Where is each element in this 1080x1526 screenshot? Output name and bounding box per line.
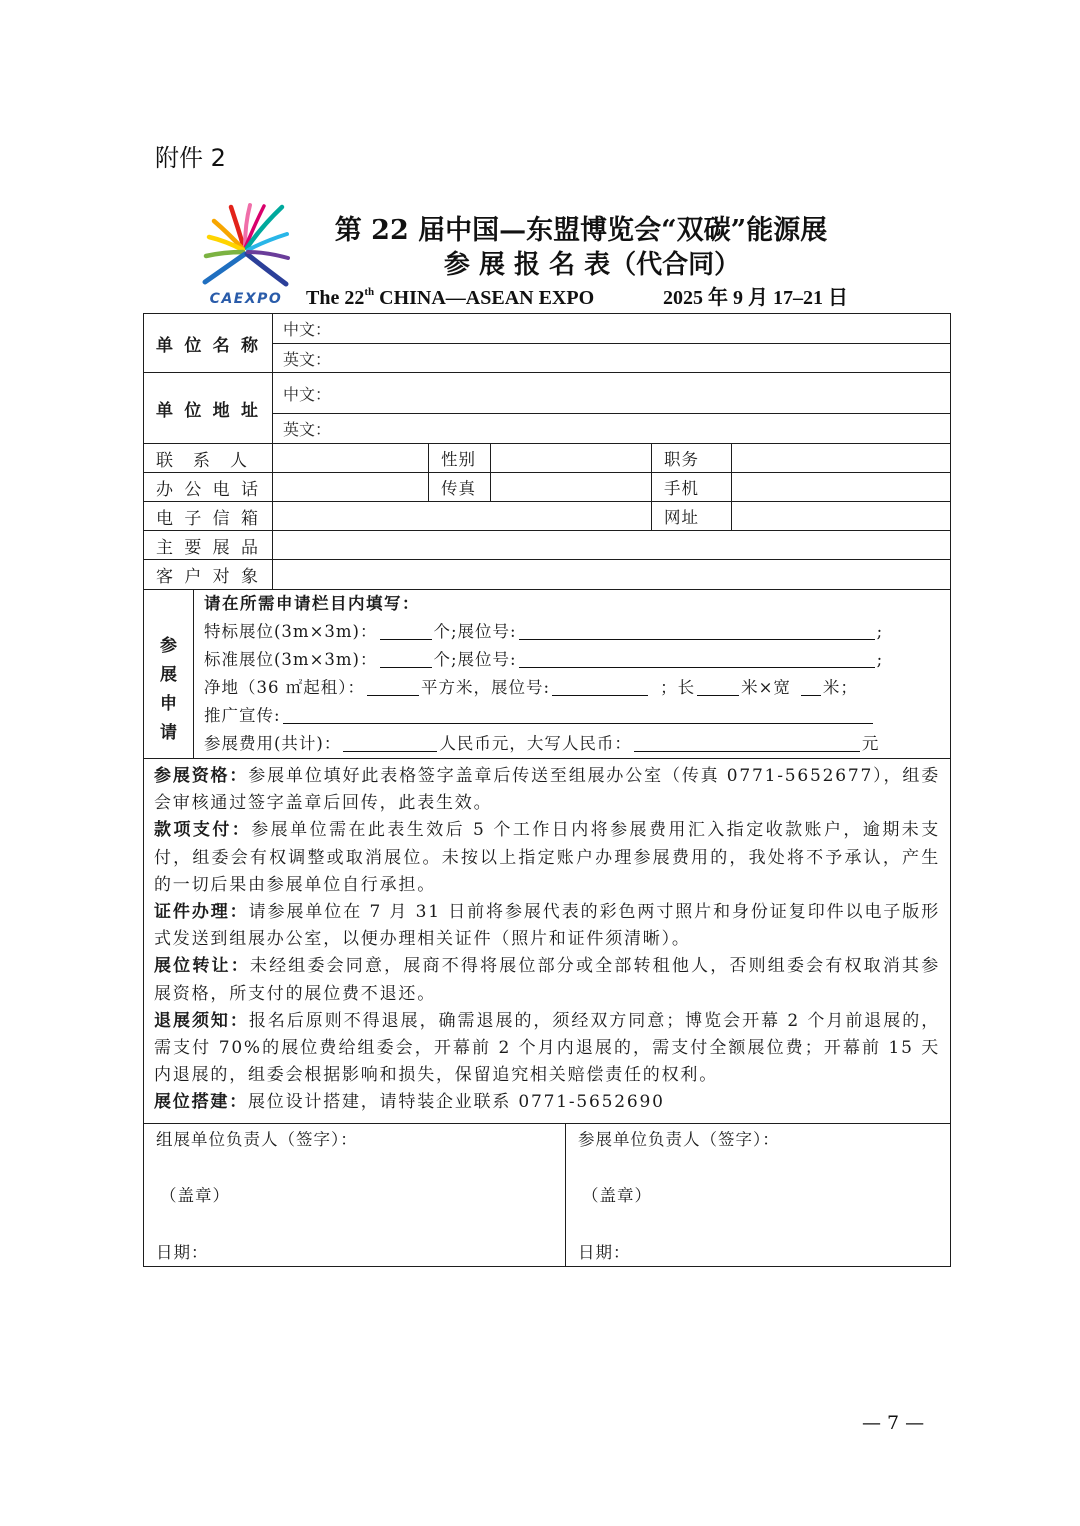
company-address-label: 单 位 地 址	[156, 400, 258, 421]
email-label: 电 子 信 箱	[156, 508, 258, 529]
raw-space-length-label: ；长	[660, 678, 696, 697]
row-products	[144, 531, 951, 560]
fax-label: 传真	[441, 479, 476, 498]
term-payment	[154, 817, 940, 899]
exhibitor-date-label: 日期：	[578, 1242, 631, 1262]
event-ordinal-suffix: th	[364, 286, 375, 298]
raw-space-number-blank	[552, 680, 648, 696]
raw-space-area-blank	[367, 680, 419, 696]
raw-space-width-blank	[801, 680, 821, 696]
term-withdrawal	[154, 1008, 940, 1090]
mobile-label-cell	[652, 473, 732, 502]
terms-section	[144, 759, 951, 1124]
raw-space-line	[204, 674, 940, 702]
customers-value-cell	[273, 560, 951, 590]
raw-space-end: 米；	[822, 678, 858, 697]
company-name-en-field	[273, 344, 951, 373]
standard-booth-prefix: 标准展位(3m×3m)：	[204, 650, 378, 669]
company-name-label: 单 位 名 称	[156, 335, 258, 356]
attachment-label: 附件 2	[155, 144, 226, 172]
products-label-cell	[144, 531, 273, 560]
term-booth-transfer	[154, 953, 940, 1007]
phone-label: 办 公 电 话	[156, 479, 258, 500]
term-text: 参展单位填好此表格签字盖章后传送至组展办公室（传真 0771-5652677），组委会审核通过签字盖章后回传，此表生效。	[154, 766, 941, 814]
special-booth-count-blank	[380, 624, 432, 640]
website-value-cell	[732, 502, 951, 531]
special-booth-number-blank	[519, 624, 875, 640]
term-text: 报名后原则不得退展，确需退展的，须经双方同意；博览会开幕 2 个月前退展的，需支付 70%的展位费给组委会，开幕前 2 个月内退展的，需支付全额展位费；开幕前 15 天内退展的，组委会根据影响和损失，保留追究相关赔偿责任的权利。	[154, 1010, 941, 1086]
term-label: 参展资格：	[154, 766, 249, 786]
fee-line	[204, 730, 940, 758]
page-number: — 7 —	[862, 1412, 925, 1434]
logo-ray	[206, 252, 243, 256]
organizer-signature-label: 组展单位负责人（签字）：	[156, 1129, 358, 1149]
row-application	[144, 590, 951, 759]
customers-label-cell	[144, 560, 273, 590]
special-booth-unit: 个;展位号:	[433, 622, 517, 641]
form-title: 第 22 届中国—东盟博览会“双碳”能源展	[334, 215, 828, 246]
company-name-cn-label: 中文：	[283, 320, 332, 339]
row-company-address-cn	[144, 373, 951, 414]
fee-prefix: 参展费用(共计)：	[204, 734, 342, 753]
term-text: 未经组委会同意，展商不得将展位部分或全部转租他人，否则组委会有权取消其参展资格，所支付的展位费不退还。	[154, 956, 941, 1004]
company-address-label-cell	[144, 373, 273, 444]
event-name-rest: CHINA—ASEAN EXPO	[374, 287, 595, 309]
row-signatures	[144, 1123, 951, 1266]
caexpo-logo	[198, 202, 294, 310]
company-name-cn-field	[273, 314, 951, 344]
raw-space-length-blank	[697, 680, 739, 696]
logo-wordmark: CAEXPO	[209, 291, 283, 307]
contact-label: 联 系 人	[156, 450, 247, 471]
application-label: 参展申请	[160, 636, 177, 743]
term-label: 展位转让：	[154, 956, 250, 977]
fax-value-cell	[491, 473, 652, 502]
term-text: 展位设计搭建，请特装企业联系 0771-5652690	[248, 1092, 665, 1113]
fee-unit: 人民币元，大写人民币：	[439, 734, 632, 753]
row-terms	[144, 759, 951, 1124]
fee-amount-words-blank	[634, 736, 860, 752]
term-credentials	[154, 899, 940, 953]
position-label-cell	[652, 444, 732, 473]
email-label-cell	[144, 502, 273, 531]
company-address-cn-label: 中文：	[283, 384, 332, 404]
email-value-cell	[273, 502, 652, 531]
fee-amount-blank	[343, 736, 437, 752]
row-customers	[144, 560, 951, 590]
application-content	[194, 590, 951, 759]
gender-value-cell	[491, 444, 652, 473]
company-name-label-cell	[144, 314, 273, 373]
website-label-cell	[652, 502, 732, 531]
mobile-label: 手机	[664, 479, 699, 498]
exhibitor-seal-label: （盖章）	[582, 1186, 652, 1206]
fee-end: 元	[861, 734, 880, 753]
promotion-blank	[283, 708, 873, 724]
application-label-cell	[144, 590, 194, 759]
special-booth-line	[204, 618, 940, 646]
gender-label-cell	[429, 444, 491, 473]
logo-ray	[205, 254, 245, 282]
raw-space-width-label: 米×宽	[741, 678, 791, 697]
standard-booth-unit: 个;展位号:	[433, 650, 517, 669]
raw-space-prefix: 净地（36 ㎡起租）：	[204, 678, 365, 697]
application-instruction: 请在所需申请栏目内填写：	[204, 594, 420, 613]
phone-label-cell	[144, 473, 273, 502]
phone-value-cell	[273, 473, 429, 502]
standard-booth-end: ;	[876, 650, 884, 669]
website-label: 网址	[664, 508, 699, 527]
promotion-line	[204, 702, 940, 730]
registration-form-table	[143, 313, 951, 1267]
gender-label: 性别	[441, 450, 476, 469]
row-contact	[144, 444, 951, 473]
customers-label: 客 户 对 象	[156, 567, 258, 587]
special-booth-prefix: 特标展位(3m×3m)：	[204, 622, 378, 641]
term-eligibility	[154, 763, 940, 817]
exhibitor-signature-label: 参展单位负责人（签字）：	[578, 1129, 780, 1149]
contact-value-cell	[273, 444, 429, 473]
term-label: 证件办理：	[154, 902, 249, 923]
promotion-prefix: 推广宣传:	[204, 706, 281, 725]
standard-booth-number-blank	[519, 652, 875, 668]
term-label: 展位搭建：	[154, 1092, 248, 1113]
event-name-main: The 22	[306, 287, 365, 309]
term-label: 退展须知：	[154, 1010, 249, 1031]
position-label: 职务	[664, 450, 699, 469]
products-value-cell	[273, 531, 951, 560]
event-dates: 2025 年 9 月 17–21 日	[663, 287, 848, 309]
company-address-cn-field	[273, 373, 951, 414]
company-name-en-label: 英文：	[283, 349, 332, 369]
fax-label-cell	[429, 473, 491, 502]
logo-ray	[247, 254, 286, 284]
company-address-en-label: 英文：	[283, 420, 332, 439]
mobile-value-cell	[732, 473, 951, 502]
term-booth-construction	[154, 1089, 940, 1116]
term-text: 参展单位需在此表生效后 5 个工作日内将参展费用汇入指定收款账户，逾期未支付，组委会有权调整或取消展位。未按以上指定账户办理参展费用的，我处将不予承认，产生的一切后果由参展单位自行承担。	[154, 820, 941, 895]
exhibitor-signature-cell	[566, 1123, 951, 1266]
organizer-date-label: 日期：	[156, 1242, 209, 1262]
position-value-cell	[732, 444, 951, 473]
raw-space-unit: 平方米，展位号:	[421, 678, 551, 697]
company-address-en-field	[273, 414, 951, 444]
special-booth-end: ;	[876, 622, 884, 641]
standard-booth-line	[204, 646, 940, 674]
event-name	[306, 285, 594, 311]
products-label: 主 要 展 品	[156, 537, 258, 558]
row-phone	[144, 473, 951, 502]
form-subtitle: 参 展 报 名 表（代合同）	[443, 250, 741, 280]
term-text: 请参展单位在 7 月 31 日前将参展代表的彩色两寸照片和身份证复印件以电子版形式发送到组展办公室，以便办理相关证件（照片和证件须清晰）。	[154, 902, 941, 950]
organizer-seal-label: （盖章）	[160, 1186, 230, 1206]
term-label: 款项支付：	[154, 820, 252, 841]
row-email	[144, 502, 951, 531]
row-company-name-cn	[144, 314, 951, 344]
organizer-signature-cell	[144, 1123, 566, 1266]
contact-label-cell	[144, 444, 273, 473]
standard-booth-count-blank	[380, 652, 432, 668]
